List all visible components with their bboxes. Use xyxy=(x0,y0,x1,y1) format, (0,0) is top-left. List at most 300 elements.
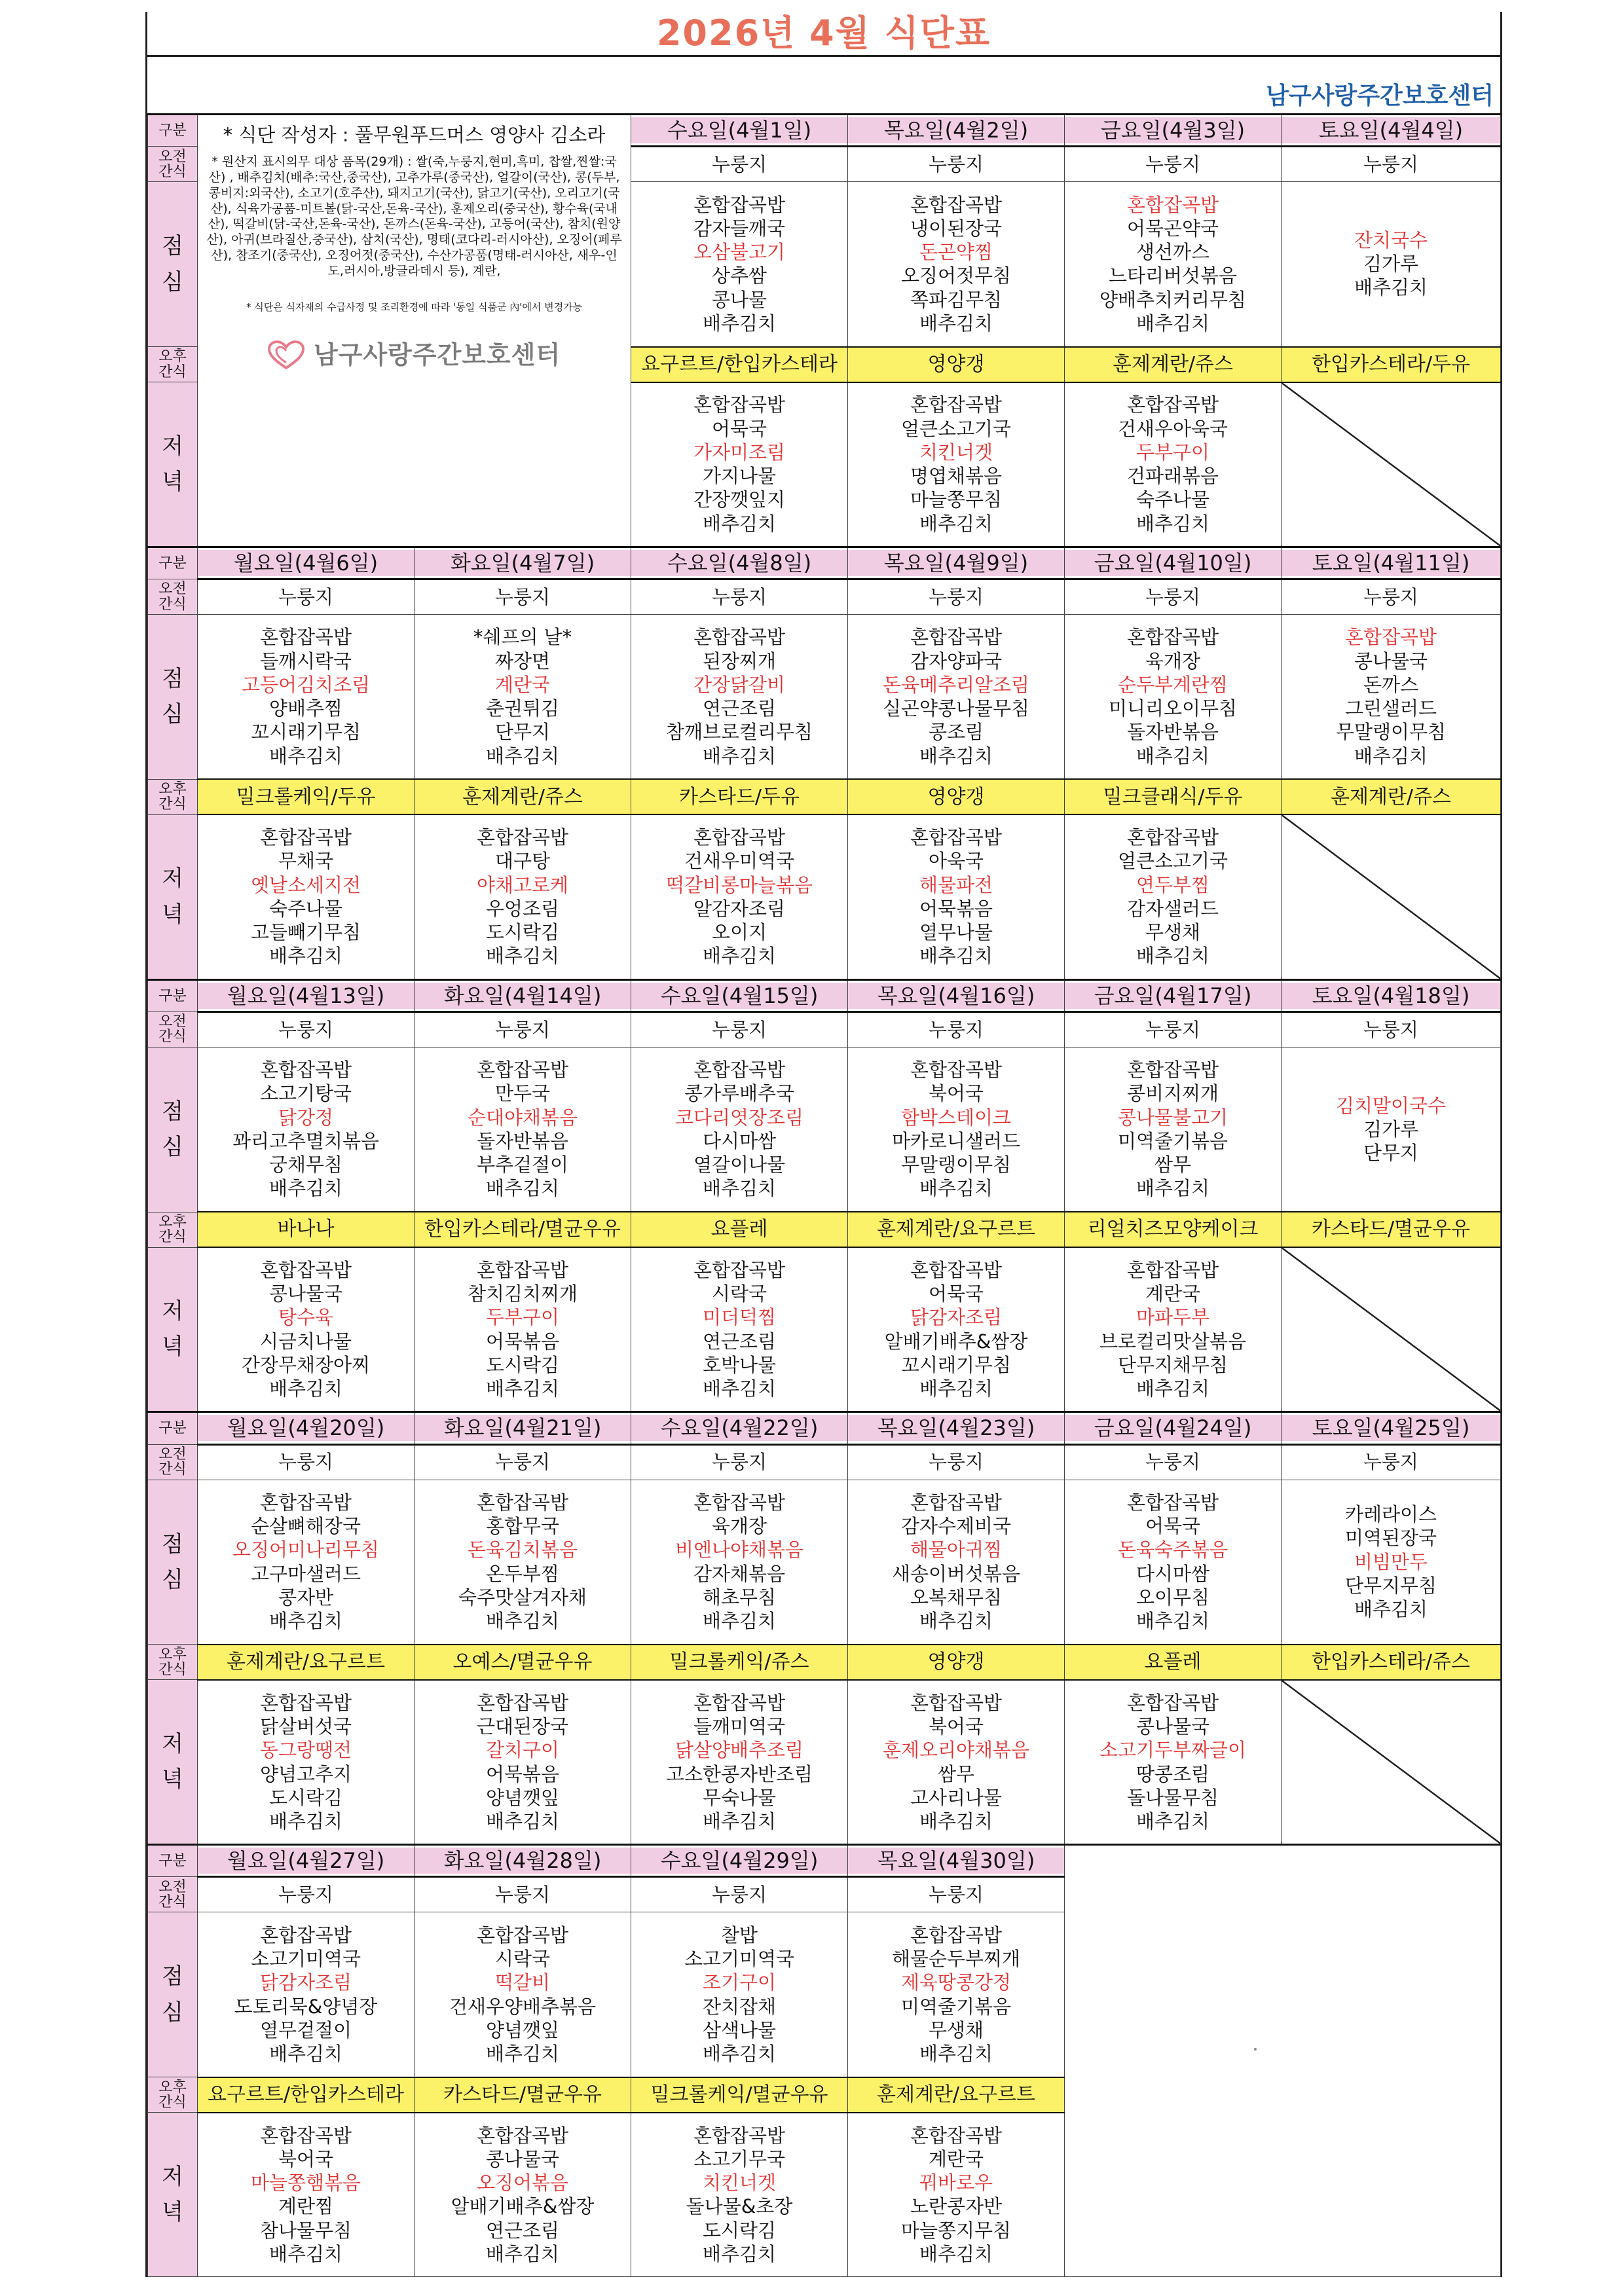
day-header xyxy=(198,1845,415,1877)
lunch-cell xyxy=(1065,615,1282,780)
pm-snack-cell: 훈제계란/요구르트 xyxy=(848,1212,1065,1247)
pm-snack-label xyxy=(148,779,198,814)
lunch-cell xyxy=(848,1480,1065,1645)
dinner-item: 고사리나물 xyxy=(910,1786,1003,1809)
pm-snack-label xyxy=(148,347,198,382)
dinner-item: 치킨너겟 xyxy=(702,2172,777,2195)
day-header xyxy=(631,979,848,1011)
dinner-item: 숙주나물 xyxy=(1135,488,1210,511)
dinner-item: 떡갈비롱마늘볶음 xyxy=(665,873,813,896)
am-snack-row xyxy=(148,1011,1501,1047)
pm-snack-label xyxy=(148,2077,198,2113)
dinner-item: 숙주나물 xyxy=(268,897,343,920)
day-header-text: 토요일(4월11일) xyxy=(1282,550,1500,576)
lunch-item: 혼합잡곡밥 xyxy=(259,1923,352,1946)
lunch-item: 어묵곤약국 xyxy=(1126,217,1219,240)
week-header-row xyxy=(148,979,1501,1011)
day-header xyxy=(631,1845,848,1877)
lunch-cell xyxy=(415,615,631,780)
lunch-item: 카레라이스 xyxy=(1344,1503,1437,1526)
pm-snack-label-text: 오후 xyxy=(158,1214,187,1230)
dinner-cell xyxy=(415,1680,631,1845)
no-dinner-cell xyxy=(1282,814,1501,979)
lunch-item: 잔치국수 xyxy=(1354,228,1428,251)
dinner-item: 호박나물 xyxy=(702,1353,777,1376)
lunch-item: 소고기탕국 xyxy=(259,1082,352,1105)
lunch-item: 배추김치 xyxy=(1354,276,1428,299)
lunch-item: 혼합잡곡밥 xyxy=(693,1491,786,1514)
lunch-label-text: 점 xyxy=(162,666,183,692)
dinner-item: 닭살양배추조림 xyxy=(674,1739,804,1762)
pm-snack-cell: 영양갱 xyxy=(848,779,1065,814)
day-header-text: 화요일(4월7일) xyxy=(415,550,631,576)
dinner-cell xyxy=(198,814,415,979)
lunch-item: 배추김치 xyxy=(919,1177,993,1200)
pm-snack-cell: 카스타드/멸균우유 xyxy=(415,2077,631,2113)
am-snack-label xyxy=(148,579,198,615)
lunch-item: 감자채볶음 xyxy=(693,1562,786,1585)
heart-logo-icon xyxy=(268,340,304,371)
dinner-item: 계란국 xyxy=(928,2147,984,2170)
dinner-item: 근대된장국 xyxy=(476,1715,569,1738)
dinner-item: 혼합잡곡밥 xyxy=(259,2124,352,2147)
dinner-item: 배추김치 xyxy=(485,945,560,968)
lunch-item: 해물순두부찌개 xyxy=(891,1948,1021,1971)
lunch-item: 혼합잡곡밥 xyxy=(910,1923,1003,1946)
dinner-item: 배추김치 xyxy=(702,512,777,535)
lunch-item: 오삼불고기 xyxy=(693,241,786,264)
dinner-item: 양념깻잎 xyxy=(485,1786,560,1809)
lunch-item: 해초무침 xyxy=(702,1586,777,1609)
lunch-item: 배추김치 xyxy=(702,1610,777,1633)
lunch-item: 배추김치 xyxy=(1135,744,1210,767)
pm-snack-label-text: 간식 xyxy=(158,1229,187,1246)
pm-snack-cell: 영양갱 xyxy=(848,1645,1065,1680)
lunch-cell xyxy=(1065,1480,1282,1645)
lunch-item: 미역줄기볶음 xyxy=(1117,1129,1228,1152)
lunch-item: 고등어김치조림 xyxy=(241,673,371,696)
lunch-item: 육개장 xyxy=(711,1515,767,1538)
lunch-item: 제육땅콩강정 xyxy=(900,1971,1012,1994)
dinner-item: 감자샐러드 xyxy=(1126,897,1219,920)
dinner-item: 마늘쫑무침 xyxy=(910,488,1003,511)
pm-snack-cell: 한입카스테라/두유 xyxy=(1282,347,1501,382)
lunch-item: 돈까스 xyxy=(1363,673,1419,696)
lunch-item: 다시마쌈 xyxy=(702,1129,777,1152)
dinner-item: 명엽채볶음 xyxy=(910,465,1003,488)
origin-note: * 원산지 표시의무 대상 품목(29개) : 쌀(죽,누룽지,현미,흑미, 찹쌀,찐쌀:국산) , 배추김치(배추:국산,중국산), 고추가루(중국산), 얼갈이(국산), 콩(두부, 콩비지:외국산), 소고기(호주산), 돼지고기(국산), 닭고기(국산), 오리고기(국산), 식육가공품-미트볼(닭-국산,돈육-국산), 훈제오리(중국산), 황수육(국내산), 떡갈비(닭-국산,돈육-국산), 돈까스(돈육-국산), 고등어(국산), 참치(원양산), 아귀(브라질산,중국산), 삼치(국산), 명태(코다리-러시아산), 오징어(페루산), 참조기(중국산), 오징어젓(중국산), 수산가공품(명태-러시아산, 새우-인도,러시아,방글라데시 등), 계란, xyxy=(206,155,622,278)
lunch-cell xyxy=(848,615,1065,780)
am-snack-cell: 누룽지 xyxy=(1282,147,1501,182)
dinner-item: 혼합잡곡밥 xyxy=(1126,1258,1219,1281)
lunch-item: 냉이된장국 xyxy=(910,217,1003,240)
pm-snack-label-text: 간식 xyxy=(158,1661,187,1678)
lunch-label-text: 점 xyxy=(162,233,183,260)
lunch-item: 떡갈비 xyxy=(494,1971,551,1994)
lunch-item: 비엔나야채볶음 xyxy=(674,1539,804,1561)
dinner-item: 무채국 xyxy=(278,850,334,873)
lunch-item: 비빔만두 xyxy=(1354,1550,1428,1573)
pm-snack-label-text: 오후 xyxy=(158,1646,187,1663)
am-snack-label-text: 간식 xyxy=(158,163,187,180)
lunch-item: 콩나물불고기 xyxy=(1117,1106,1228,1129)
lunch-label-text: 심 xyxy=(162,268,183,295)
lunch-item: 감자수제비국 xyxy=(900,1515,1012,1538)
dinner-item: 배추김치 xyxy=(268,1810,343,1833)
gubun-label xyxy=(148,1845,198,1877)
am-snack-label-text: 간식 xyxy=(158,1461,187,1478)
lunch-item: 돌자반볶음 xyxy=(1126,721,1219,744)
no-dinner-cell xyxy=(1282,382,1501,547)
dinner-item: 배추김치 xyxy=(702,2242,777,2265)
lunch-item: 궁채무침 xyxy=(268,1154,343,1176)
dinner-item: 혼합잡곡밥 xyxy=(693,1258,786,1281)
lunch-label-text: 점 xyxy=(162,1098,183,1125)
dinner-item: 혼합잡곡밥 xyxy=(476,1691,569,1714)
day-header xyxy=(1282,979,1501,1011)
lunch-item: 혼합잡곡밥 xyxy=(259,1059,352,1082)
dinner-item: 노란콩자반 xyxy=(910,2195,1003,2218)
dinner-cell xyxy=(848,382,1065,547)
lunch-item: 배추김치 xyxy=(702,2043,777,2066)
dinner-cell xyxy=(848,1247,1065,1412)
dinner-item: 혼합잡곡밥 xyxy=(910,1258,1003,1281)
dinner-item: 마늘쫑햄볶음 xyxy=(250,2172,361,2195)
dinner-cell xyxy=(848,814,1065,979)
pm-snack-cell: 리얼치즈모양케이크 xyxy=(1065,1212,1282,1247)
dinner-cell xyxy=(198,2113,415,2277)
day-header-text: 월요일(4월6일) xyxy=(198,550,414,576)
pm-snack-row xyxy=(148,779,1501,814)
dinner-item: 도시락김 xyxy=(268,1786,343,1809)
dinner-item: 도시락김 xyxy=(485,1353,560,1376)
dinner-item: 북어국 xyxy=(928,1715,984,1738)
lunch-item: 혼합잡곡밥 xyxy=(476,1923,569,1946)
dinner-item: 계란국 xyxy=(1145,1283,1201,1305)
lunch-item: 혼합잡곡밥 xyxy=(259,626,352,649)
day-header xyxy=(1282,547,1501,579)
lunch-item: 콩나물국 xyxy=(1354,649,1428,672)
lunch-item: 배추김치 xyxy=(1135,312,1210,335)
dinner-item: 배추김치 xyxy=(485,1377,560,1400)
dinner-label-text: 저 xyxy=(162,1730,183,1757)
am-snack-cell: 누룽지 xyxy=(1065,579,1282,615)
dinner-label-text: 녁 xyxy=(162,468,183,495)
lunch-item: 양념깻잎 xyxy=(485,2018,560,2041)
lunch-item: 북어국 xyxy=(928,1082,984,1105)
lunch-item: 양배추찜 xyxy=(268,697,343,720)
dinner-item: 북어국 xyxy=(278,2147,334,2170)
notes-panel xyxy=(198,115,631,547)
day-header xyxy=(198,979,415,1011)
dinner-item: 배추김치 xyxy=(485,1810,560,1833)
pm-snack-label-text: 오후 xyxy=(158,781,187,798)
day-header-text: 수요일(4월29일) xyxy=(631,1848,847,1874)
am-snack-cell: 누룽지 xyxy=(631,1877,848,1912)
dinner-item: 열무나물 xyxy=(919,921,993,944)
dinner-item: 배추김치 xyxy=(1135,1377,1210,1400)
lunch-item: 혼합잡곡밥 xyxy=(476,1491,569,1514)
lunch-cell xyxy=(631,1047,848,1212)
dinner-item: 우엉조림 xyxy=(485,897,560,920)
lunch-item: 짜장면 xyxy=(494,649,551,672)
dinner-item: 어묵볶음 xyxy=(485,1330,560,1353)
day-header xyxy=(415,1845,631,1877)
lunch-item: 단무지무침 xyxy=(1344,1574,1437,1597)
lunch-cell xyxy=(848,182,1065,347)
lunch-cell xyxy=(1282,182,1501,347)
day-header xyxy=(415,547,631,579)
pm-snack-label-text: 간식 xyxy=(158,363,187,380)
dinner-cell xyxy=(415,2113,631,2277)
lunch-item: 혼합잡곡밥 xyxy=(910,1059,1003,1082)
dinner-item: 어묵볶음 xyxy=(919,897,993,920)
dinner-item: 배추김치 xyxy=(268,1377,343,1400)
day-header-text: 수요일(4월22일) xyxy=(631,1415,847,1441)
dinner-item: 혼합잡곡밥 xyxy=(259,1691,352,1714)
dinner-item: 배추김치 xyxy=(702,1377,777,1400)
lunch-item: 돈곤약찜 xyxy=(919,241,993,264)
lunch-item: 미역된장국 xyxy=(1344,1527,1437,1550)
dinner-item: 꿔바로우 xyxy=(919,2172,993,2195)
day-header xyxy=(198,1412,415,1444)
am-snack-label-text: 간식 xyxy=(158,596,187,613)
am-snack-cell: 누룽지 xyxy=(848,579,1065,615)
am-snack-label-text: 오전 xyxy=(158,1446,187,1463)
lunch-label-text: 점 xyxy=(162,1531,183,1558)
lunch-item: 새송이버섯볶음 xyxy=(891,1562,1021,1585)
dinner-item: 갈치구이 xyxy=(485,1739,560,1762)
week-header-row xyxy=(148,115,1501,147)
pm-snack-row xyxy=(148,1212,1501,1247)
dinner-item: 두부구이 xyxy=(1135,441,1210,464)
lunch-item: 콩비지찌개 xyxy=(1126,1082,1219,1105)
lunch-item: 삼색나물 xyxy=(702,2018,777,2041)
dinner-item: 배추김치 xyxy=(919,1810,993,1833)
am-snack-cell: 누룽지 xyxy=(848,1877,1065,1912)
pm-snack-label-text: 간식 xyxy=(158,796,187,813)
am-snack-row xyxy=(148,579,1501,615)
pm-snack-cell: 밀크클래식/두유 xyxy=(1065,779,1282,814)
dinner-item: 연근조림 xyxy=(702,1330,777,1353)
lunch-item: 순대야채볶음 xyxy=(467,1106,578,1129)
lunch-cell xyxy=(1065,182,1282,347)
lunch-item: 혼합잡곡밥 xyxy=(693,1059,786,1082)
day-header-text: 목요일(4월23일) xyxy=(848,1415,1064,1441)
day-header xyxy=(1065,1412,1282,1444)
lunch-cell xyxy=(1282,1480,1501,1645)
lunch-item: 혼합잡곡밥 xyxy=(1126,626,1219,649)
dinner-label xyxy=(148,2113,198,2277)
dinner-item: 배추김치 xyxy=(1135,512,1210,535)
dinner-item: 단무지채무침 xyxy=(1117,1353,1228,1376)
day-header-text: 토요일(4월4일) xyxy=(1282,117,1500,143)
lunch-row xyxy=(148,615,1501,780)
lunch-cell xyxy=(1282,1047,1501,1212)
lunch-label-text: 심 xyxy=(162,701,183,728)
dinner-label-text: 녁 xyxy=(162,901,183,928)
dinner-item: 혼합잡곡밥 xyxy=(476,2124,569,2147)
lunch-label xyxy=(148,1047,198,1212)
lunch-item: 콩조림 xyxy=(928,721,984,744)
lunch-item: 오이무침 xyxy=(1135,1586,1210,1609)
lunch-row xyxy=(148,1480,1501,1645)
lunch-item: 열갈이나물 xyxy=(693,1154,786,1176)
gubun-label-text: 구분 xyxy=(158,987,187,1004)
dinner-cell xyxy=(631,1680,848,1845)
dinner-item: 혼합잡곡밥 xyxy=(910,826,1003,849)
lunch-item: 김가루 xyxy=(1363,1118,1419,1140)
dinner-item: 혼합잡곡밥 xyxy=(259,1258,352,1281)
dinner-item: 동그랑땡전 xyxy=(259,1739,352,1762)
day-header-text: 월요일(4월13일) xyxy=(198,983,414,1009)
day-header xyxy=(848,979,1065,1011)
dinner-label-text: 저 xyxy=(162,433,183,460)
lunch-item: 배추김치 xyxy=(1135,1177,1210,1200)
lunch-item: 돈육김치볶음 xyxy=(467,1539,578,1561)
lunch-item: 오복채무침 xyxy=(910,1586,1003,1609)
am-snack-cell: 누룽지 xyxy=(415,1011,631,1047)
dinner-item: 얼큰소고기국 xyxy=(1117,850,1228,873)
lunch-item: 혼합잡곡밥 xyxy=(910,626,1003,649)
lunch-item: 다시마쌈 xyxy=(1135,1562,1210,1585)
dinner-item: 훈제오리야채볶음 xyxy=(882,1739,1030,1762)
dinner-label xyxy=(148,1680,198,1845)
gubun-label xyxy=(148,1412,198,1444)
pm-snack-row xyxy=(148,1645,1501,1680)
lunch-label-text: 심 xyxy=(162,1134,183,1161)
lunch-item: 소고기미역국 xyxy=(250,1948,361,1971)
lunch-item: 소고기미역국 xyxy=(684,1948,795,1971)
pm-snack-cell: 훈제계란/요구르트 xyxy=(198,1645,415,1680)
am-snack-cell: 누룽지 xyxy=(415,1877,631,1912)
logo-text: 남구사랑주간보호센터 xyxy=(313,340,561,369)
lunch-item: 함박스테이크 xyxy=(900,1106,1012,1129)
lunch-item: 느타리버섯볶음 xyxy=(1108,264,1238,287)
lunch-item: 배추김치 xyxy=(268,1610,343,1633)
lunch-item: 생선까스 xyxy=(1135,241,1210,264)
gubun-label-text: 구분 xyxy=(158,122,187,139)
lunch-item: 실곤약콩나물무침 xyxy=(882,697,1030,720)
pm-snack-cell: 밀크롤케익/두유 xyxy=(198,779,415,814)
dinner-item: 배추김치 xyxy=(919,512,993,535)
am-snack-label-text: 간식 xyxy=(158,1029,187,1046)
lunch-item: 배추김치 xyxy=(268,1177,343,1200)
am-snack-cell: 누룽지 xyxy=(198,1011,415,1047)
lunch-label-text: 심 xyxy=(162,1999,183,2026)
dinner-cell xyxy=(631,382,848,547)
day-header xyxy=(1065,979,1282,1011)
lunch-item: 계란국 xyxy=(494,673,551,696)
dinner-item: 혼합잡곡밥 xyxy=(910,1691,1003,1714)
menu-sheet xyxy=(145,12,1502,2277)
dinner-cell xyxy=(631,814,848,979)
day-header-text: 금요일(4월10일) xyxy=(1065,550,1281,576)
dinner-label-text: 저 xyxy=(162,1298,183,1325)
dinner-item: 두부구이 xyxy=(485,1306,560,1329)
am-snack-cell: 누룽지 xyxy=(198,1444,415,1480)
lunch-item: 배추김치 xyxy=(919,2043,993,2066)
am-snack-cell: 누룽지 xyxy=(1282,1011,1501,1047)
lunch-item: 꽈리고추멸치볶음 xyxy=(232,1129,380,1152)
pm-snack-cell: 바나나 xyxy=(198,1212,415,1247)
lunch-item: 혼합잡곡밥 xyxy=(1126,193,1219,216)
pm-snack-cell: 오예스/멸균우유 xyxy=(415,1645,631,1680)
day-header-text: 금요일(4월24일) xyxy=(1065,1415,1281,1441)
day-header xyxy=(848,547,1065,579)
am-snack-cell: 누룽지 xyxy=(1065,1011,1282,1047)
lunch-item: 해물아귀찜 xyxy=(910,1539,1003,1561)
day-header xyxy=(1065,115,1282,147)
am-snack-label xyxy=(148,1444,198,1480)
pm-snack-cell: 영양갱 xyxy=(848,347,1065,382)
lunch-item: 조기구이 xyxy=(702,1971,777,1994)
dinner-item: 건새우미역국 xyxy=(684,850,795,873)
dinner-item: 돌나물무침 xyxy=(1126,1786,1219,1809)
dinner-item: 콩나물국 xyxy=(485,2147,560,2170)
pm-snack-label xyxy=(148,1212,198,1247)
dinner-item: 아욱국 xyxy=(928,850,984,873)
lunch-item: 꼬시래기무침 xyxy=(250,721,361,744)
lunch-item: 콩가루배추국 xyxy=(684,1082,795,1105)
lunch-cell xyxy=(415,1047,631,1212)
lunch-cell xyxy=(1065,1047,1282,1212)
lunch-item: 양배추치커리무침 xyxy=(1099,288,1247,311)
dinner-item: 배추김치 xyxy=(702,945,777,968)
lunch-item: 배추김치 xyxy=(268,2043,343,2066)
lunch-cell xyxy=(631,182,848,347)
dinner-item: 땅콩조림 xyxy=(1135,1762,1210,1785)
lunch-item: 순두부계란찜 xyxy=(1117,673,1228,696)
pm-snack-cell: 카스타드/멸균우유 xyxy=(1282,1212,1501,1247)
am-snack-label-text: 오전 xyxy=(158,148,187,165)
day-header-text: 화요일(4월21일) xyxy=(415,1415,631,1441)
lunch-cell xyxy=(631,1912,848,2077)
dinner-item: 무숙나물 xyxy=(702,1786,777,1809)
dinner-item: 대구탕 xyxy=(494,850,551,873)
day-header xyxy=(198,547,415,579)
lunch-item: 콩자반 xyxy=(278,1586,334,1609)
day-header-text: 수요일(4월1일) xyxy=(631,117,847,143)
dinner-item: 가지나물 xyxy=(702,465,777,488)
dinner-item: 혼합잡곡밥 xyxy=(693,1691,786,1714)
lunch-item: 닭강정 xyxy=(278,1106,334,1129)
lunch-item: 혼합잡곡밥 xyxy=(1344,626,1437,649)
lunch-item: 상추쌈 xyxy=(711,264,767,287)
am-snack-label xyxy=(148,1011,198,1047)
scan-speck xyxy=(1254,2048,1257,2050)
dinner-item: 옛날소세지전 xyxy=(250,873,361,896)
am-snack-label-text: 오전 xyxy=(158,1878,187,1895)
lunch-label-text: 심 xyxy=(162,1566,183,1593)
lunch-label xyxy=(148,1912,198,2077)
week-header-row xyxy=(148,547,1501,579)
dinner-item: 건새우아욱국 xyxy=(1117,417,1228,440)
gubun-label xyxy=(148,979,198,1011)
day-header-text: 토요일(4월18일) xyxy=(1282,983,1500,1009)
am-snack-cell: 누룽지 xyxy=(848,147,1065,182)
am-snack-label-text: 오전 xyxy=(158,581,187,598)
lunch-item: 마카로니샐러드 xyxy=(891,1129,1021,1152)
lunch-item: 그린샐러드 xyxy=(1344,697,1437,720)
dinner-cell xyxy=(848,2113,1065,2277)
page-title: 2026년 4월 식단표 xyxy=(656,12,991,54)
day-header-text: 월요일(4월20일) xyxy=(198,1415,414,1441)
day-header xyxy=(631,547,848,579)
day-header xyxy=(848,1845,1065,1877)
pm-snack-cell: 요플레 xyxy=(631,1212,848,1247)
lunch-item: 혼합잡곡밥 xyxy=(693,626,786,649)
